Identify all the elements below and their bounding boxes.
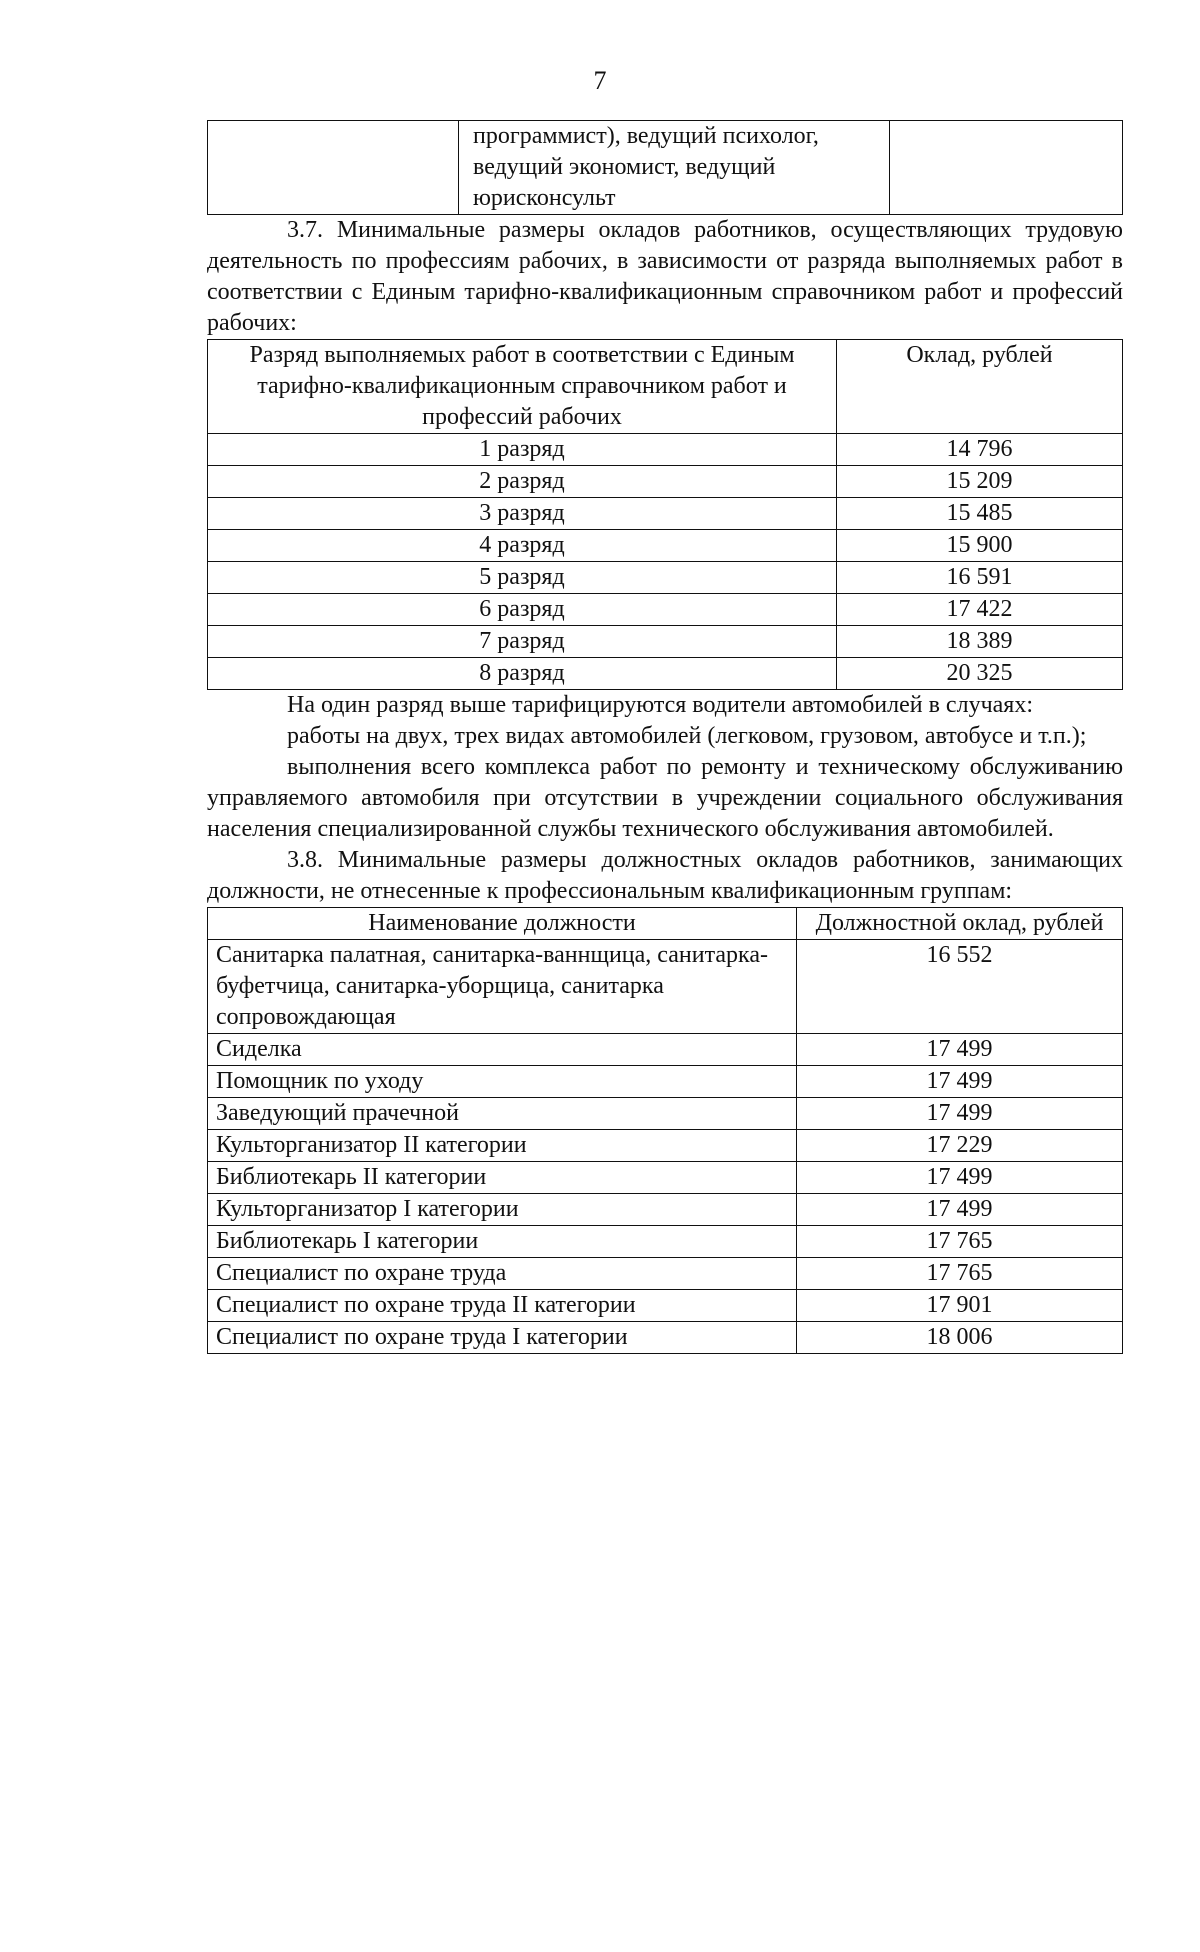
grade-cell: 1 разряд bbox=[208, 434, 837, 466]
grade-cell: 7 разряд bbox=[208, 626, 837, 658]
salary-cell: 17 499 bbox=[797, 1066, 1123, 1098]
salary-cell: 18 389 bbox=[837, 626, 1123, 658]
position-name-cell: Заведующий прачечной bbox=[208, 1098, 797, 1130]
salary-cell: 14 796 bbox=[837, 434, 1123, 466]
table-row bbox=[208, 1194, 1123, 1226]
position-column-header: Наименование должности bbox=[208, 908, 797, 940]
grade-column-header: Разряд выполняемых работ в соответствии с Единым тарифно-квалификационным справочником работ и профессий рабочих bbox=[208, 340, 837, 434]
salary-column-header: Должностной оклад, рублей bbox=[797, 908, 1123, 940]
salary-cell: 17 499 bbox=[797, 1098, 1123, 1130]
page-number: 7 bbox=[593, 66, 607, 95]
grade-cell: 2 разряд bbox=[208, 466, 837, 498]
position-name-cell: Библиотекарь II категории bbox=[208, 1162, 797, 1194]
section-3-7-text: 3.7. Минимальные размеры окладов работников, осуществляющих трудовую деятельность по профессиям рабочих, в зависимости от разряда выполняемых работ в соответствии с Единым тарифно-квалификационным справочником работ и профессий рабочих: bbox=[207, 217, 1123, 336]
salary-cell: 17 229 bbox=[797, 1130, 1123, 1162]
grade-cell: 6 разряд bbox=[208, 594, 837, 626]
position-name-cell: Библиотекарь I категории bbox=[208, 1226, 797, 1258]
drivers-paragraph-1: На один разряд выше тарифицируются водители автомобилей в случаях: bbox=[287, 692, 1033, 718]
position-name-cell: Санитарка палатная, санитарка-ваннщица, санитарка-буфетчица, санитарка-уборщица, санитарка сопровождающая bbox=[208, 940, 797, 1034]
position-name-cell: Сиделка bbox=[208, 1034, 797, 1066]
table-row bbox=[208, 1130, 1123, 1162]
grade-cell: 8 разряд bbox=[208, 658, 837, 690]
position-name-cell: Специалист по охране труда II категории bbox=[208, 1290, 797, 1322]
grade-cell: 4 разряд bbox=[208, 530, 837, 562]
table-row bbox=[208, 1162, 1123, 1194]
salary-cell: 17 422 bbox=[837, 594, 1123, 626]
table-row bbox=[208, 658, 1123, 690]
salary-cell: 17 499 bbox=[797, 1162, 1123, 1194]
table-row bbox=[208, 498, 1123, 530]
table-row bbox=[208, 1290, 1123, 1322]
salary-cell: 15 209 bbox=[837, 466, 1123, 498]
salary-cell: 15 900 bbox=[837, 530, 1123, 562]
table-header-row bbox=[208, 340, 1123, 434]
continued-table bbox=[207, 120, 1123, 215]
table-row bbox=[208, 1066, 1123, 1098]
table-row bbox=[208, 1098, 1123, 1130]
table-row bbox=[208, 530, 1123, 562]
drivers-paragraph-3: выполнения всего комплекса работ по ремонту и техническому обслуживанию управляемого автомобиля при отсутствии в учреждении социального обслуживания населения специализированной службы технического обслуживания автомобилей. bbox=[207, 754, 1123, 842]
section-3-8-text: 3.8. Минимальные размеры должностных окладов работников, занимающих должности, не отнесенные к профессиональным квалификационным группам: bbox=[207, 847, 1123, 904]
salary-cell: 17 765 bbox=[797, 1258, 1123, 1290]
grade-salary-table bbox=[207, 339, 1123, 690]
salary-cell: 18 006 bbox=[797, 1322, 1123, 1354]
table-row bbox=[208, 121, 1123, 215]
position-name-cell: Специалист по охране труда bbox=[208, 1258, 797, 1290]
table-header-row bbox=[208, 908, 1123, 940]
position-name-cell: Специалист по охране труда I категории bbox=[208, 1322, 797, 1354]
table-row bbox=[208, 594, 1123, 626]
empty-cell bbox=[890, 121, 1123, 215]
table-row bbox=[208, 562, 1123, 594]
table-row bbox=[208, 626, 1123, 658]
table-row bbox=[208, 466, 1123, 498]
position-name-cell: Культорганизатор II категории bbox=[208, 1130, 797, 1162]
table-row bbox=[208, 1226, 1123, 1258]
salary-cell: 16 552 bbox=[797, 940, 1123, 1034]
position-name-cell: Культорганизатор I категории bbox=[208, 1194, 797, 1226]
grade-cell: 3 разряд bbox=[208, 498, 837, 530]
salary-column-header: Оклад, рублей bbox=[837, 340, 1123, 434]
salary-cell: 17 901 bbox=[797, 1290, 1123, 1322]
salary-cell: 17 499 bbox=[797, 1194, 1123, 1226]
empty-cell bbox=[208, 121, 459, 215]
salary-cell: 20 325 bbox=[837, 658, 1123, 690]
table-row bbox=[208, 1034, 1123, 1066]
table-row bbox=[208, 940, 1123, 1034]
position-cell: программист), ведущий психолог, ведущий экономист, ведущий юрисконсульт bbox=[459, 121, 890, 215]
salary-cell: 15 485 bbox=[837, 498, 1123, 530]
table-row bbox=[208, 434, 1123, 466]
table-row bbox=[208, 1258, 1123, 1290]
grade-cell: 5 разряд bbox=[208, 562, 837, 594]
salary-cell: 17 499 bbox=[797, 1034, 1123, 1066]
salary-cell: 17 765 bbox=[797, 1226, 1123, 1258]
drivers-paragraph-2: работы на двух, трех видах автомобилей (легковом, грузовом, автобусе и т.п.); bbox=[287, 723, 1087, 749]
position-name-cell: Помощник по уходу bbox=[208, 1066, 797, 1098]
salary-cell: 16 591 bbox=[837, 562, 1123, 594]
position-salary-table bbox=[207, 907, 1123, 1354]
document-body bbox=[207, 120, 1123, 1354]
table-row bbox=[208, 1322, 1123, 1354]
